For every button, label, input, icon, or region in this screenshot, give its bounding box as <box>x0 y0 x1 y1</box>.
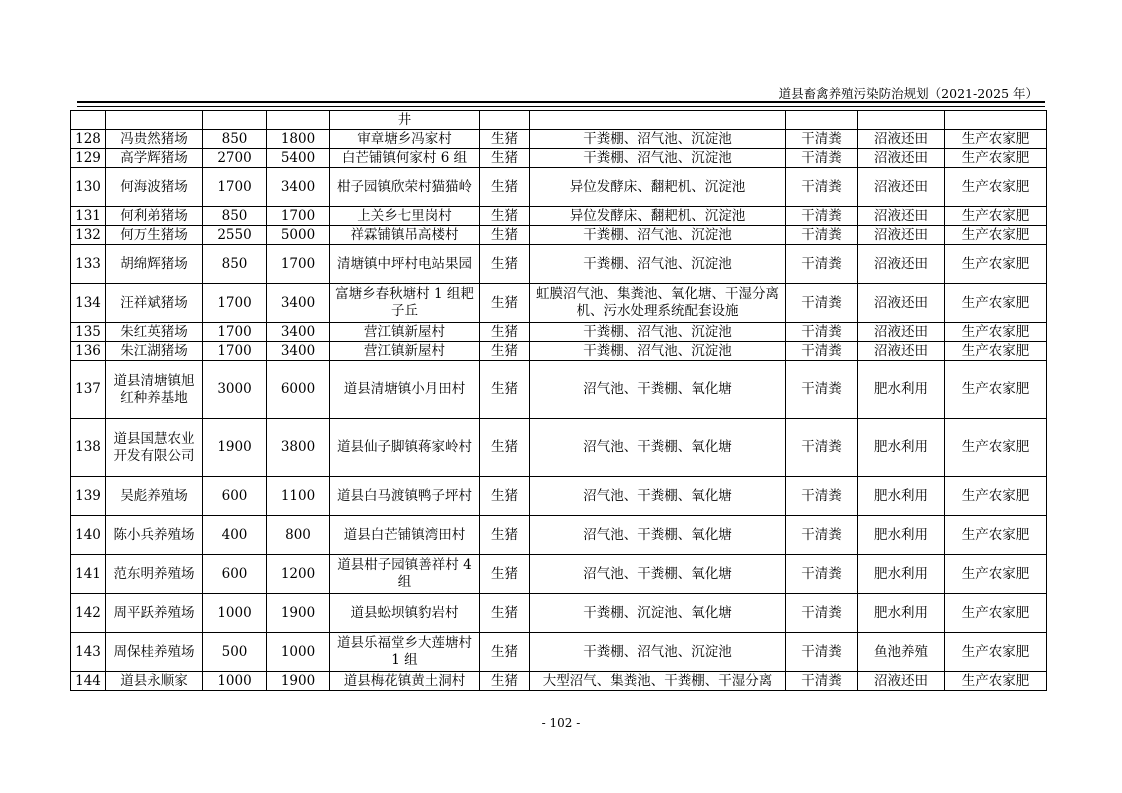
table-row <box>71 342 1047 361</box>
table-cell: 沼液还田 <box>858 207 945 226</box>
table-cell: 生产农家肥 <box>945 284 1047 323</box>
table-row <box>71 672 1047 691</box>
table-row <box>71 361 1047 419</box>
table-cell: 异位发酵床、翻耙机、沉淀池 <box>530 207 786 226</box>
table-cell: 周保桂养殖场 <box>106 633 203 672</box>
table-cell: 138 <box>71 419 106 477</box>
table-cell: 130 <box>71 168 106 207</box>
table-cell: 生产农家肥 <box>945 323 1047 342</box>
table-cell: 生产农家肥 <box>945 130 1047 149</box>
table-cell: 3000 <box>203 361 267 419</box>
table-cell: 生产农家肥 <box>945 226 1047 245</box>
table-cell: 600 <box>203 555 267 594</box>
table-cell: 异位发酵床、翻耙机、沉淀池 <box>530 168 786 207</box>
table-cell: 2550 <box>203 226 267 245</box>
table-cell: 干粪棚、沉淀池、氧化塘 <box>530 594 786 633</box>
table-cell: 6000 <box>267 361 330 419</box>
table-cell: 1700 <box>267 245 330 284</box>
table-cell: 何海波猪场 <box>106 168 203 207</box>
table-cell: 大型沼气、集粪池、干粪棚、干湿分离 <box>530 672 786 691</box>
table-cell: 沼气池、干粪棚、氧化塘 <box>530 477 786 516</box>
header-rule-thick <box>77 101 1045 103</box>
table-cell <box>71 111 106 130</box>
table-cell: 1000 <box>203 672 267 691</box>
table-cell: 生猪 <box>480 284 530 323</box>
table-cell: 生猪 <box>480 361 530 419</box>
table-cell: 140 <box>71 516 106 555</box>
table-cell: 1000 <box>203 594 267 633</box>
table-row <box>71 594 1047 633</box>
table-cell: 朱江湖猪场 <box>106 342 203 361</box>
table-cell: 生产农家肥 <box>945 342 1047 361</box>
table-cell: 134 <box>71 284 106 323</box>
table-cell: 道县梅花镇黄土洞村 <box>330 672 480 691</box>
table-cell: 5000 <box>267 226 330 245</box>
table-cell <box>945 111 1047 130</box>
table-cell: 137 <box>71 361 106 419</box>
table-row <box>71 516 1047 555</box>
table-cell: 生猪 <box>480 594 530 633</box>
table-cell: 肥水利用 <box>858 594 945 633</box>
table-cell: 131 <box>71 207 106 226</box>
table-cell: 143 <box>71 633 106 672</box>
table-cell: 600 <box>203 477 267 516</box>
table-cell: 沼液还田 <box>858 130 945 149</box>
table-cell: 高学辉猪场 <box>106 149 203 168</box>
table-cell: 生猪 <box>480 149 530 168</box>
table-cell: 5400 <box>267 149 330 168</box>
table-cell: 上关乡七里岗村 <box>330 207 480 226</box>
table-cell: 干清粪 <box>786 342 858 361</box>
table-cell: 1900 <box>203 419 267 477</box>
table-cell: 3400 <box>267 342 330 361</box>
table-cell: 沼液还田 <box>858 284 945 323</box>
table-cell: 生产农家肥 <box>945 555 1047 594</box>
table-cell: 何万生猪场 <box>106 226 203 245</box>
table-cell: 生产农家肥 <box>945 419 1047 477</box>
table-cell: 沼气池、干粪棚、氧化塘 <box>530 419 786 477</box>
table-cell: 生猪 <box>480 477 530 516</box>
table-cell: 1000 <box>267 633 330 672</box>
table-cell: 干粪棚、沼气池、沉淀池 <box>530 226 786 245</box>
table-cell: 生产农家肥 <box>945 361 1047 419</box>
table-cell: 干清粪 <box>786 323 858 342</box>
table-cell: 干清粪 <box>786 555 858 594</box>
table-cell: 干清粪 <box>786 168 858 207</box>
table-cell: 生产农家肥 <box>945 477 1047 516</box>
table-cell: 沼液还田 <box>858 149 945 168</box>
table-cell: 135 <box>71 323 106 342</box>
table-row <box>71 226 1047 245</box>
table-cell: 139 <box>71 477 106 516</box>
table-cell: 3800 <box>267 419 330 477</box>
table-cell: 生产农家肥 <box>945 207 1047 226</box>
table-cell: 3400 <box>267 168 330 207</box>
table-cell: 干清粪 <box>786 207 858 226</box>
table-cell: 沼液还田 <box>858 672 945 691</box>
table-cell: 干粪棚、沼气池、沉淀池 <box>530 130 786 149</box>
table-cell: 沼液还田 <box>858 226 945 245</box>
table-row <box>71 555 1047 594</box>
table-cell: 干粪棚、沼气池、沉淀池 <box>530 323 786 342</box>
table-cell <box>267 111 330 130</box>
table-cell: 生产农家肥 <box>945 633 1047 672</box>
table-cell: 干清粪 <box>786 284 858 323</box>
table-cell: 132 <box>71 226 106 245</box>
table-cell: 干清粪 <box>786 149 858 168</box>
table-cell: 干清粪 <box>786 477 858 516</box>
table-cell: 沼气池、干粪棚、氧化塘 <box>530 555 786 594</box>
table-cell: 道县清塘镇旭红种养基地 <box>106 361 203 419</box>
table-cell: 柑子园镇欣荣村猫猫岭 <box>330 168 480 207</box>
table-cell: 审章塘乡冯家村 <box>330 130 480 149</box>
table-cell: 干清粪 <box>786 419 858 477</box>
table-cell: 850 <box>203 207 267 226</box>
table-row <box>71 419 1047 477</box>
table-cell: 干清粪 <box>786 245 858 284</box>
table-cell: 1200 <box>267 555 330 594</box>
table-cell: 干清粪 <box>786 672 858 691</box>
table-cell: 祥霖铺镇吊高楼村 <box>330 226 480 245</box>
table-cell: 400 <box>203 516 267 555</box>
table-cell: 道县白芒铺镇湾田村 <box>330 516 480 555</box>
table-cell: 生猪 <box>480 323 530 342</box>
table-cell: 清塘镇中坪村电站果园 <box>330 245 480 284</box>
table-cell: 沼液还田 <box>858 245 945 284</box>
table-row <box>71 168 1047 207</box>
table-cell: 肥水利用 <box>858 419 945 477</box>
table-cell: 道县清塘镇小月田村 <box>330 361 480 419</box>
table-cell: 道县永顺家 <box>106 672 203 691</box>
table-cell: 肥水利用 <box>858 477 945 516</box>
table-cell: 3400 <box>267 323 330 342</box>
table-row <box>71 477 1047 516</box>
table-cell: 吴彪养殖场 <box>106 477 203 516</box>
table-cell: 道县柑子园镇善祥村 4 组 <box>330 555 480 594</box>
table-cell: 周平跃养殖场 <box>106 594 203 633</box>
table-cell: 生猪 <box>480 342 530 361</box>
table-cell: 850 <box>203 245 267 284</box>
table-cell: 144 <box>71 672 106 691</box>
table-cell: 干清粪 <box>786 226 858 245</box>
table-row-continuation <box>71 111 1047 130</box>
table-cell: 生产农家肥 <box>945 245 1047 284</box>
table-cell: 道县仙子脚镇蒋家岭村 <box>330 419 480 477</box>
table-cell: 生猪 <box>480 226 530 245</box>
table-cell: 136 <box>71 342 106 361</box>
table-cell: 鱼池养殖 <box>858 633 945 672</box>
table-cell: 道县国慧农业开发有限公司 <box>106 419 203 477</box>
table-cell: 肥水利用 <box>858 516 945 555</box>
table-cell: 道县白马渡镇鸭子坪村 <box>330 477 480 516</box>
table-cell: 肥水利用 <box>858 361 945 419</box>
table-cell: 胡绵辉猪场 <box>106 245 203 284</box>
table-cell: 800 <box>267 516 330 555</box>
table-cell: 生猪 <box>480 245 530 284</box>
header-rule-thin <box>77 106 1045 107</box>
table-cell: 生猪 <box>480 516 530 555</box>
table-cell: 沼液还田 <box>858 342 945 361</box>
table-cell: 生猪 <box>480 633 530 672</box>
table-cell: 道县蚣坝镇豹岩村 <box>330 594 480 633</box>
table-cell: 142 <box>71 594 106 633</box>
table-cell: 1700 <box>203 342 267 361</box>
table-cell: 干粪棚、沼气池、沉淀池 <box>530 149 786 168</box>
table-cell: 肥水利用 <box>858 555 945 594</box>
table-cell: 冯贵然猪场 <box>106 130 203 149</box>
table-cell: 朱红英猪场 <box>106 323 203 342</box>
table-cell: 1700 <box>203 168 267 207</box>
table-cell: 干清粪 <box>786 633 858 672</box>
table-cell: 干清粪 <box>786 361 858 419</box>
page-number: - 102 - <box>541 716 581 730</box>
table-cell: 干清粪 <box>786 594 858 633</box>
table-row <box>71 633 1047 672</box>
table-cell: 133 <box>71 245 106 284</box>
table-cell <box>858 111 945 130</box>
table-cell: 1800 <box>267 130 330 149</box>
table-cell: 生猪 <box>480 672 530 691</box>
table-cell: 1700 <box>267 207 330 226</box>
table-cell: 沼液还田 <box>858 323 945 342</box>
farm-table <box>70 110 1047 691</box>
table-cell: 生产农家肥 <box>945 594 1047 633</box>
table-cell: 范东明养殖场 <box>106 555 203 594</box>
table-cell: 生猪 <box>480 168 530 207</box>
table-row <box>71 207 1047 226</box>
table-cell: 干粪棚、沼气池、沉淀池 <box>530 342 786 361</box>
table-row <box>71 323 1047 342</box>
table-cell: 1100 <box>267 477 330 516</box>
table-cell: 何利弟猪场 <box>106 207 203 226</box>
table-cell: 营江镇新屋村 <box>330 342 480 361</box>
table-cell: 生猪 <box>480 419 530 477</box>
table-cell: 1700 <box>203 284 267 323</box>
table-cell: 富塘乡春秋塘村 1 组耙子丘 <box>330 284 480 323</box>
table-cell: 生产农家肥 <box>945 672 1047 691</box>
table-cell: 850 <box>203 130 267 149</box>
table-cell <box>203 111 267 130</box>
table-cell: 141 <box>71 555 106 594</box>
table-row <box>71 284 1047 323</box>
table-cell: 干粪棚、沼气池、沉淀池 <box>530 633 786 672</box>
table-cell: 虹膜沼气池、集粪池、氧化塘、干湿分离 机、污水处理系统配套设施 <box>530 284 786 323</box>
table-cell: 干粪棚、沼气池、沉淀池 <box>530 245 786 284</box>
table-row <box>71 245 1047 284</box>
table-cell <box>106 111 203 130</box>
table-cell: 1900 <box>267 594 330 633</box>
table-cell: 生猪 <box>480 130 530 149</box>
table-cell: 生产农家肥 <box>945 168 1047 207</box>
table-cell: 道县乐福堂乡大莲塘村 1 组 <box>330 633 480 672</box>
table-row <box>71 149 1047 168</box>
table-cell <box>530 111 786 130</box>
table-cell: 干清粪 <box>786 516 858 555</box>
table-cell: 2700 <box>203 149 267 168</box>
table-cell: 生产农家肥 <box>945 516 1047 555</box>
table-cell: 3400 <box>267 284 330 323</box>
table-cell: 汪祥斌猪场 <box>106 284 203 323</box>
table-cell: 1700 <box>203 323 267 342</box>
table-cell: 沼气池、干粪棚、氧化塘 <box>530 361 786 419</box>
table-cell: 生猪 <box>480 207 530 226</box>
table-cell <box>786 111 858 130</box>
table-cell: 1900 <box>267 672 330 691</box>
table-cell: 白芒铺镇何家村 6 组 <box>330 149 480 168</box>
table-cell: 500 <box>203 633 267 672</box>
table-cell: 沼气池、干粪棚、氧化塘 <box>530 516 786 555</box>
document-header: 道县畜禽养殖污染防治规划（2021-2025 年） <box>778 86 1038 101</box>
table-cell: 129 <box>71 149 106 168</box>
table-cell: 128 <box>71 130 106 149</box>
table-cell: 营江镇新屋村 <box>330 323 480 342</box>
table-cell: 井 <box>330 111 480 130</box>
table-cell: 沼液还田 <box>858 168 945 207</box>
table-cell: 陈小兵养殖场 <box>106 516 203 555</box>
table-cell: 生猪 <box>480 555 530 594</box>
table-cell: 干清粪 <box>786 130 858 149</box>
table-cell: 生产农家肥 <box>945 149 1047 168</box>
table-row <box>71 130 1047 149</box>
table-cell <box>480 111 530 130</box>
